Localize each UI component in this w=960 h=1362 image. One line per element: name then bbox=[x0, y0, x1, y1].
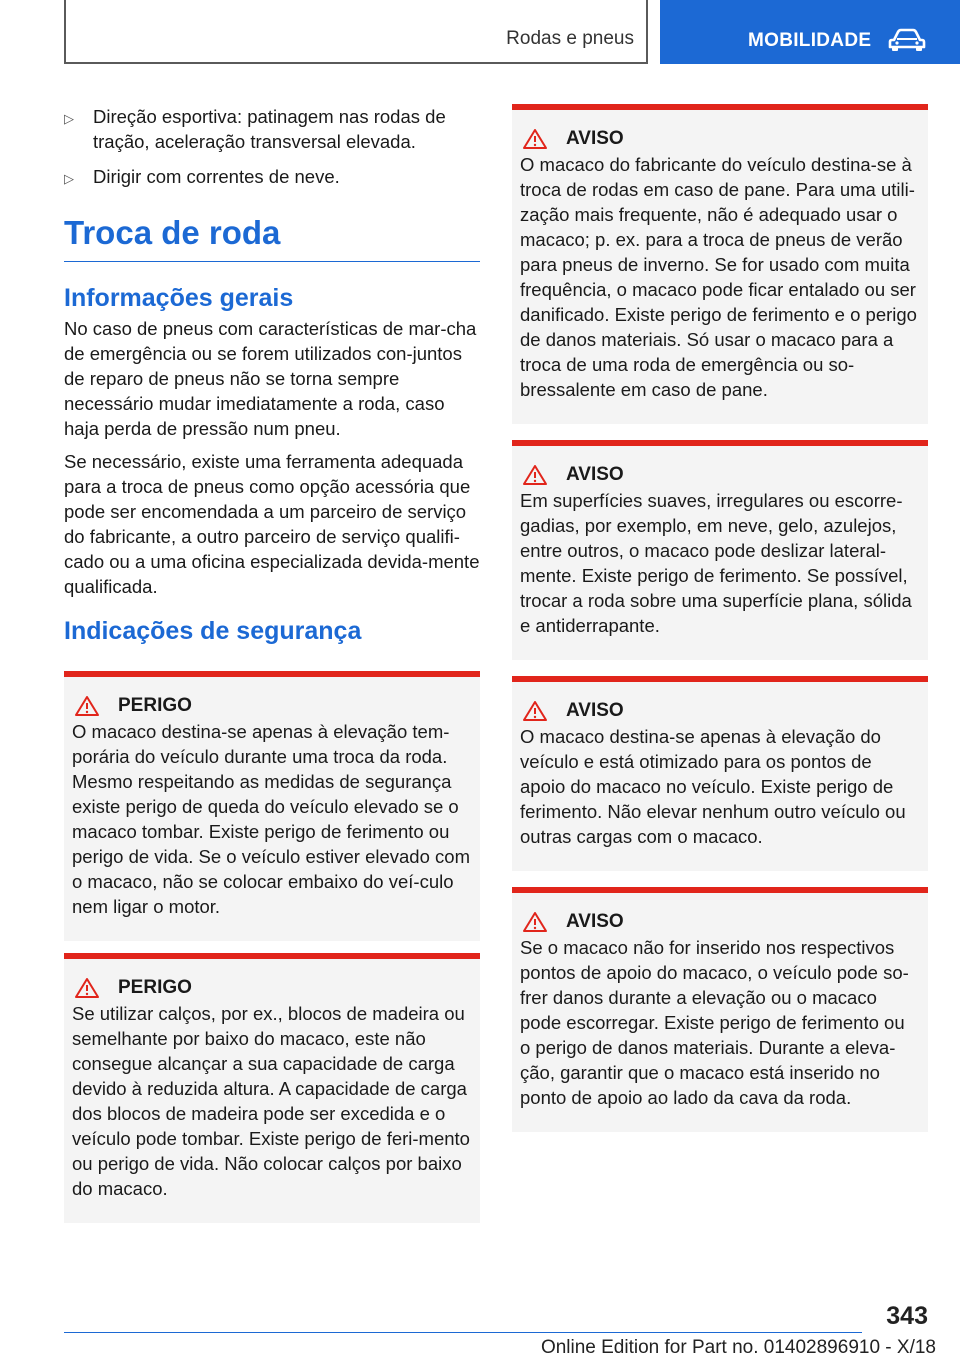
danger-box bbox=[64, 671, 480, 941]
section-heading: Troca de roda bbox=[64, 213, 480, 262]
subsection-heading-general: Informações gerais bbox=[64, 284, 294, 312]
subsection-heading-safety: Indicações de segurança bbox=[64, 617, 362, 645]
notice-box bbox=[512, 887, 928, 1132]
bullet-item bbox=[64, 104, 480, 154]
bullet-text: Dirigir com correntes de neve. bbox=[93, 166, 340, 187]
warning-triangle-icon bbox=[522, 911, 548, 933]
header-category-label: MOBILIDADE bbox=[748, 30, 872, 51]
left-column bbox=[64, 104, 480, 1235]
footer-edition: Online Edition for Part no. 01402896910 - X/18 bbox=[540, 1337, 936, 1358]
notice-text: O macaco do fabricante do veículo destina-se à troca de rodas em caso de pane. Para uma utili-zação mais frequente, não é adequado usar o macaco; p. ex. para a troca de pneus de verão para pneus de inverno. Se for usado com muita frequência, o macaco pode ficar entalado ou ser danificado. Existe perigo de ferimento e o perigo de danos materiais. Só usar o macaco para a troca de uma roda de emergência ou so-bressalente em caso de pane. bbox=[520, 154, 917, 400]
notice-text: Se o macaco não for inserido nos respectivos pontos de apoio do macaco, o veículo pode so-frer danos durante a elevação ou o macaco pode escorregar. Existe perigo de ferimento ou o perigo de danos materiais. Durante a eleva-ção, garantir que o macaco está inserido no ponto de apoio ao lado da cava da roda. bbox=[520, 937, 909, 1108]
notice-title: AVISO bbox=[566, 700, 624, 721]
footer-divider bbox=[64, 1332, 862, 1333]
page-number: 343 bbox=[886, 1302, 928, 1330]
danger-text: O macaco destina-se apenas à elevação tem-porária do veículo durante uma troca da roda. Mesmo respeitando as medidas de segurança existe perigo de queda do veículo elevado se o macaco tombar. Existe perigo de ferimento ou perigo de vida. Se o veículo estiver elevado com o macaco, não se colocar embaixo do veí-culo nem ligar o motor. bbox=[72, 721, 470, 917]
danger-text: Se utilizar calços, por ex., blocos de madeira ou semelhante por baixo do macaco, este não consegue alcançar a sua capacidade de carga devido à reduzida altura. A capacidade de carga dos blocos de madeira pode ser excedida e o veículo pode tombar. Existe perigo de feri-mento ou perigo de vida. Não colocar calços por baixo do macaco. bbox=[72, 1003, 470, 1199]
warning-triangle-icon bbox=[522, 464, 548, 486]
header-category-tab bbox=[660, 0, 960, 64]
triangle-bullet-icon: ▷ bbox=[64, 111, 74, 126]
bullet-text: Direção esportiva: patinagem nas rodas de tração, aceleração transversal elevada. bbox=[93, 106, 446, 152]
notice-title: AVISO bbox=[566, 128, 624, 149]
car-icon bbox=[888, 28, 926, 52]
danger-title: PERIGO bbox=[118, 977, 192, 998]
header-section-box bbox=[64, 0, 648, 64]
notice-text: O macaco destina-se apenas à elevação do veículo e está otimizado para os pontos de apoio do macaco no veículo. Existe perigo de ferimento. Não elevar nenhum outro veículo ou outras cargas com o macaco. bbox=[520, 726, 906, 847]
warning-triangle-icon bbox=[74, 695, 100, 717]
header-section-title: Rodas e pneus bbox=[506, 28, 634, 49]
warning-triangle-icon bbox=[522, 700, 548, 722]
triangle-bullet-icon: ▷ bbox=[64, 171, 74, 186]
notice-box bbox=[512, 676, 928, 871]
bullet-item bbox=[64, 164, 480, 191]
notice-title: AVISO bbox=[566, 911, 624, 932]
notice-text: Em superfícies suaves, irregulares ou escorre-gadias, por exemplo, em neve, gelo, azulejos, entre outros, o macaco pode deslizar lateral-mente. Existe perigo de ferimento. Se possível, trocar a roda sobre uma superfície plana, sólida e antiderrapante. bbox=[520, 490, 912, 636]
paragraph: Se necessário, existe uma ferramenta adequada para a troca de pneus como opção acessória que pode ser encomendada a um parceiro de serviço do fabricante, a outro parceiro de serviço qualifi-cado ou a uma oficina especializada devida-mente qualificada. bbox=[64, 451, 480, 597]
danger-title: PERIGO bbox=[118, 695, 192, 716]
warning-triangle-icon bbox=[522, 128, 548, 150]
notice-box bbox=[512, 104, 928, 424]
notice-box bbox=[512, 440, 928, 660]
paragraph: No caso de pneus com características de mar-cha de emergência ou se forem utilizados con-juntos de reparo de pneus não se torna sempre necessário mudar imediatamente a roda, caso haja perda de pressão num pneu. bbox=[64, 318, 477, 439]
warning-triangle-icon bbox=[74, 977, 100, 999]
right-column bbox=[512, 104, 928, 1148]
danger-box bbox=[64, 953, 480, 1223]
notice-title: AVISO bbox=[566, 464, 624, 485]
